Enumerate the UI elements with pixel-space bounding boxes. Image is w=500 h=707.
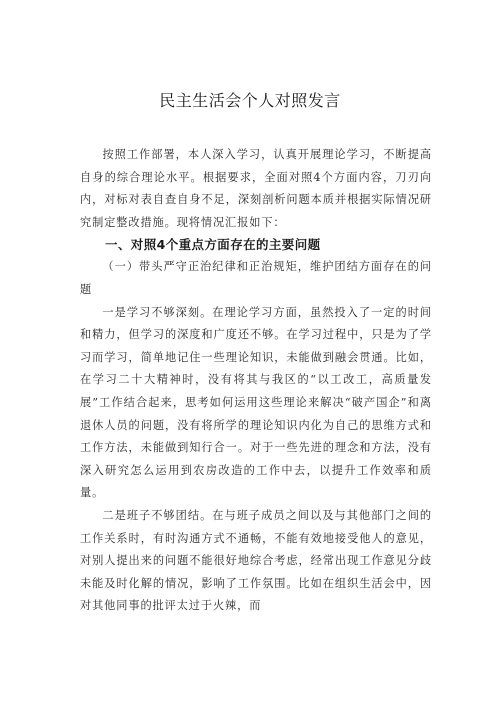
section-heading: 一、对照4个重点方面存在的主要问题 — [105, 237, 321, 253]
body-paragraph: 一是学习不够深刻。在理论学习方面，虽然投入了一定的时间和精力，但学习的深度和广度还不够。在学习过程中，只是为了学习而学习，简单地记住一些理论知识，未能做到融会贯通。比如，在学习二十大精神时，没有将其与我区的“以工改工，高质量发展”工作结合起来，思考如何运用这些理论来解决“破产国企”和离退休人员的问题，没有将所学的理论知识内化为自己的思维方式和工作方法，未能做到知行合一。对于一些先进的理念和方法，没有深入研究怎么运用到农房改造的工作中去，以提升工作效率和质量。 — [80, 305, 432, 500]
body-paragraph: 二是班子不够团结。在与班子成员之间以及与其他部门之间的工作关系时，有时沟通方式不通畅，不能有效地接受他人的意见，对别人提出来的问题不能很好地综合考虑，经常出现工作意见分歧未能及时化解的情况，影响了工作氛围。比如在组织生活会中，因对其他同事的批评太过于火辣，而 — [80, 508, 432, 613]
document-body — [80, 144, 432, 618]
intro-paragraph: 按照工作部署，本人深入学习，认真开展理论学习，不断提高自身的综合理论水平。根据要求，全面对照4个方面内容，刀刃向内，对标对表自查自身不足，深刻剖析问题本质并根据实际情况研究制定整改措施。现将情况汇报如下： — [80, 148, 432, 229]
subsection-heading: （一）带头严守正治纪律和正治规矩，维护团结方面存在的问题 — [80, 260, 432, 296]
document-title: 民主生活会个人对照发言 — [159, 91, 341, 110]
